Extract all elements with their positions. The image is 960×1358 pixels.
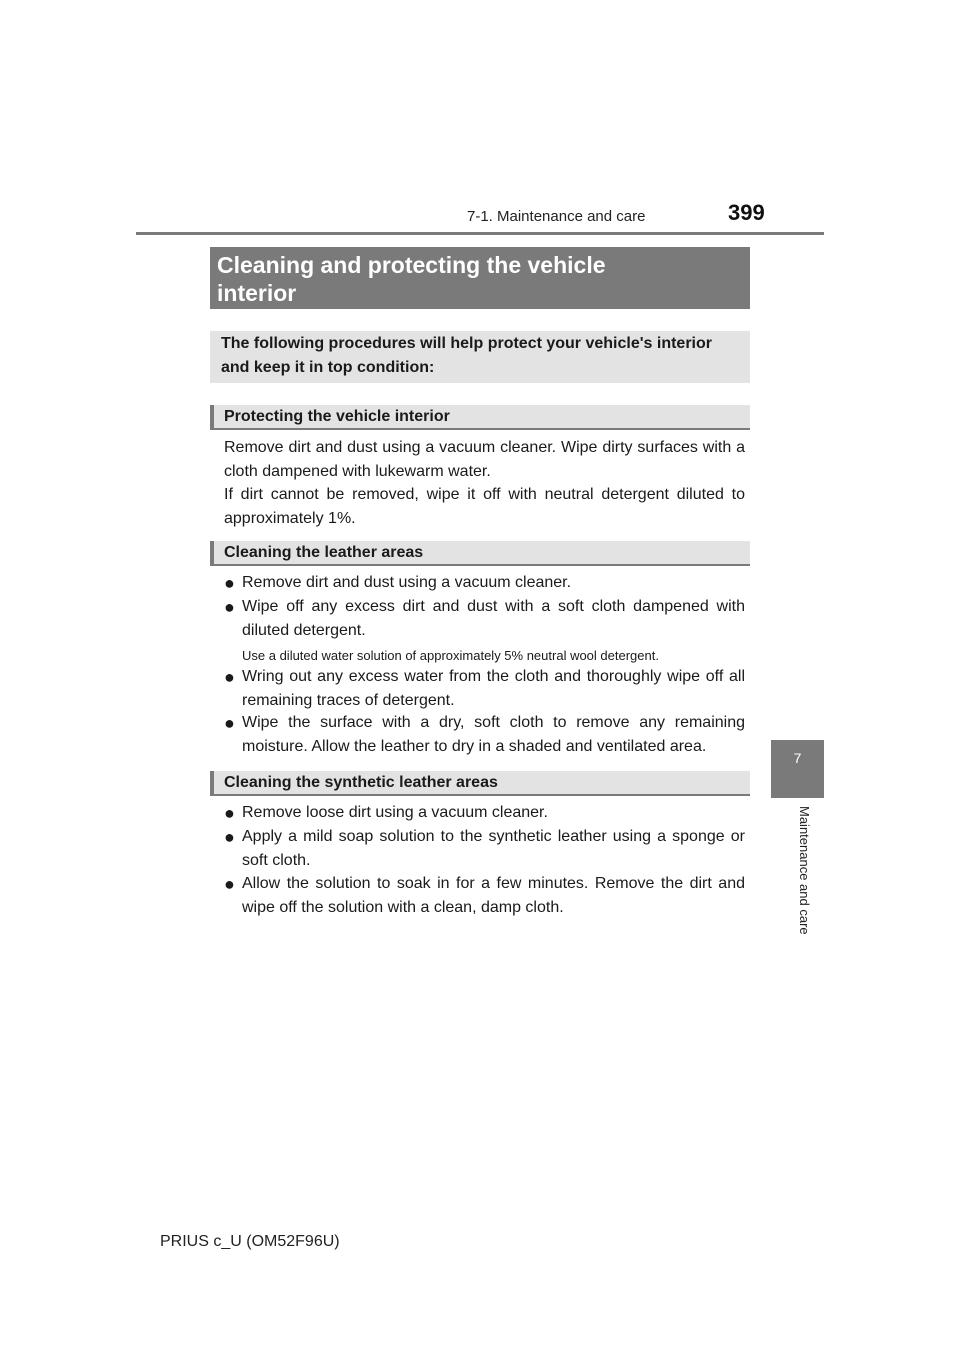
list-item-text: Apply a mild soap solution to the synthetic leather using a sponge or soft cloth. xyxy=(242,828,745,869)
list-item xyxy=(224,711,745,759)
intro-box xyxy=(210,331,750,383)
paragraph-protecting-1: Remove dirt and dust using a vacuum cleaner. Wipe dirty surfaces with a cloth dampened with lukewarm water. xyxy=(224,439,745,480)
bullet-icon: ● xyxy=(224,573,235,593)
footer-model-code: PRIUS c_U (OM52F96U) xyxy=(160,1233,340,1250)
intro-line-1: The following procedures will help protect your vehicle's interior xyxy=(221,335,712,352)
heading-leather-areas: Cleaning the leather areas xyxy=(210,541,750,566)
bullet-icon: ● xyxy=(224,874,235,894)
chapter-tab-number: 7 xyxy=(793,750,802,766)
bullet-icon: ● xyxy=(224,713,235,733)
list-item-text: Wipe the surface with a dry, soft cloth to remove any remaining moisture. Allow the leather to dry in a shaded and ventilated area. xyxy=(242,714,745,755)
list-item-text: Allow the solution to soak in for a few minutes. Remove the dirt and wipe off the solution with a clean, damp cloth. xyxy=(242,875,745,916)
list-item xyxy=(224,872,745,920)
list-item xyxy=(224,571,745,595)
chapter-tab-label: Maintenance and care xyxy=(797,806,812,935)
header-divider xyxy=(136,232,824,235)
paragraph-protecting-2: If dirt cannot be removed, wipe it off with neutral detergent diluted to approximately 1%. xyxy=(224,486,745,527)
page-title xyxy=(210,247,750,309)
bullet-icon: ● xyxy=(224,827,235,847)
header-section-label: 7-1. Maintenance and care xyxy=(467,208,646,225)
list-item xyxy=(224,595,745,643)
list-item xyxy=(224,665,745,713)
page-title-line-2: interior xyxy=(217,280,297,306)
list-item-text: Remove dirt and dust using a vacuum cleaner. xyxy=(242,574,572,591)
bullet-icon: ● xyxy=(224,597,235,617)
list-item-text: Wring out any excess water from the cloth and thoroughly wipe off all remaining traces of detergent. xyxy=(242,668,745,709)
heading-protecting-interior: Protecting the vehicle interior xyxy=(210,405,750,430)
bullet-icon: ● xyxy=(224,803,235,823)
page-title-line-1: Cleaning and protecting the vehicle xyxy=(217,252,606,278)
list-item-text: Remove loose dirt using a vacuum cleaner. xyxy=(242,804,548,821)
list-item xyxy=(224,825,745,873)
intro-line-2: and keep it in top condition: xyxy=(221,359,435,376)
leather-note: Use a diluted water solution of approximately 5% neutral wool detergent. xyxy=(242,648,659,663)
list-item xyxy=(224,801,745,825)
bullet-icon: ● xyxy=(224,667,235,687)
heading-synthetic-leather-areas: Cleaning the synthetic leather areas xyxy=(210,771,750,796)
page-number: 399 xyxy=(728,200,765,225)
list-item-text: Wipe off any excess dirt and dust with a soft cloth dampened with diluted detergent. xyxy=(242,598,745,639)
chapter-tab xyxy=(771,740,824,798)
